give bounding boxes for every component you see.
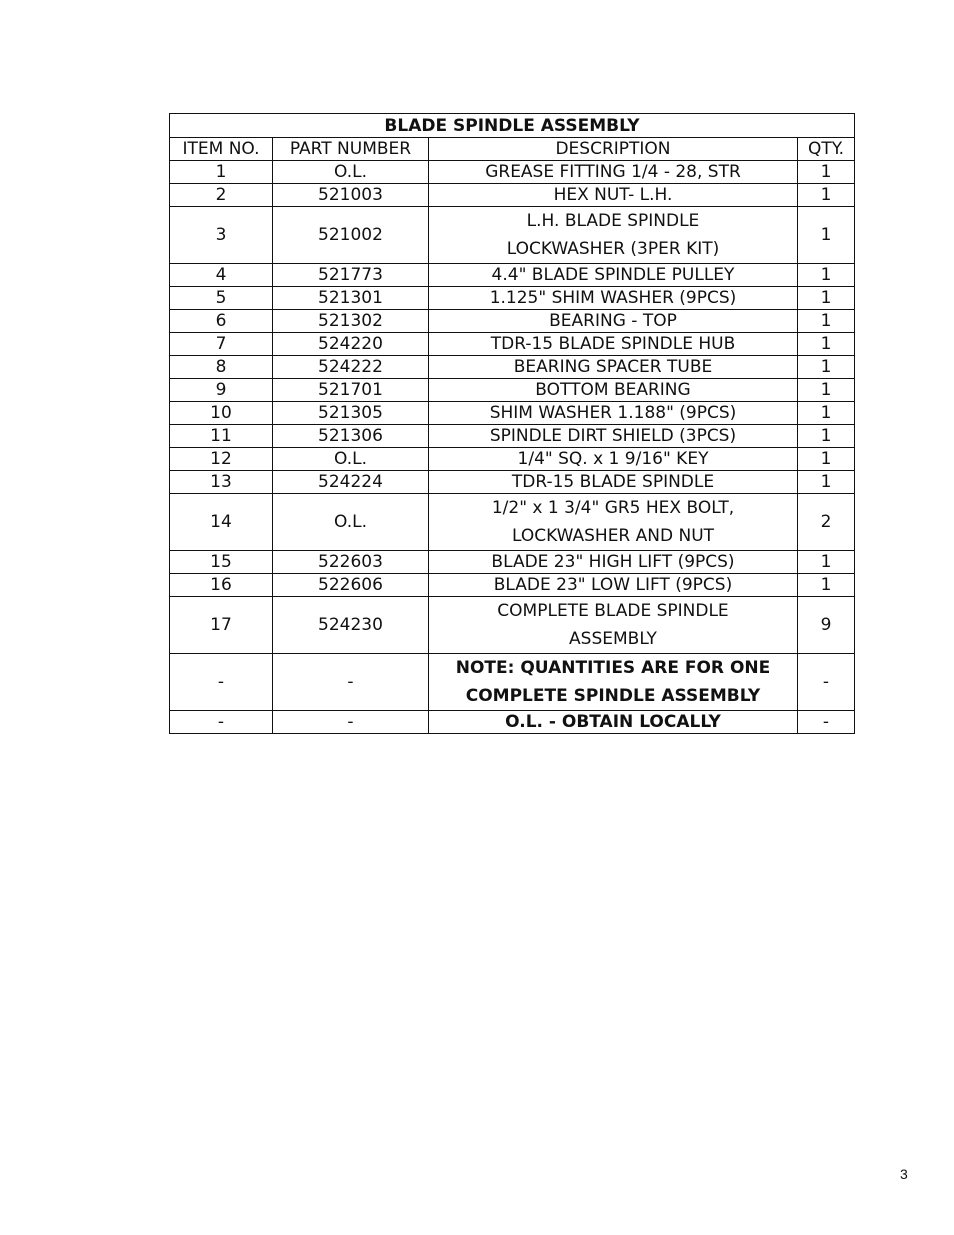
item-number-cell: 2 xyxy=(170,184,273,207)
description-line: LOCKWASHER AND NUT xyxy=(511,526,715,546)
qty-cell: 1 xyxy=(798,207,855,264)
item-number-cell: - xyxy=(170,654,273,711)
description-line: NOTE: QUANTITIES ARE FOR ONE xyxy=(455,658,771,678)
description-cell xyxy=(429,287,798,310)
description-line: BEARING - TOP xyxy=(549,311,677,331)
part-number-cell: 521002 xyxy=(273,207,429,264)
item-number-cell: 7 xyxy=(170,333,273,356)
part-number-cell: 524224 xyxy=(273,471,429,494)
description-cell xyxy=(429,207,798,264)
description-cell xyxy=(429,654,798,711)
qty-cell: 1 xyxy=(798,333,855,356)
part-number-cell: 524230 xyxy=(273,597,429,654)
table-row xyxy=(170,207,855,264)
description-cell xyxy=(429,333,798,356)
description-cell xyxy=(429,711,798,734)
item-number-cell: 6 xyxy=(170,310,273,333)
table-row xyxy=(170,574,855,597)
part-number-cell: 521302 xyxy=(273,310,429,333)
part-number-cell: O.L. xyxy=(273,448,429,471)
description-line: L.H. BLADE SPINDLE xyxy=(526,211,700,231)
description-line: COMPLETE BLADE SPINDLE xyxy=(497,601,729,621)
parts-table xyxy=(169,113,855,734)
part-number-cell: 524222 xyxy=(273,356,429,379)
table-row xyxy=(170,184,855,207)
description-line: TDR-15 BLADE SPINDLE xyxy=(511,472,715,492)
description-cell xyxy=(429,161,798,184)
qty-cell: 1 xyxy=(798,184,855,207)
description-cell xyxy=(429,356,798,379)
table-row xyxy=(170,310,855,333)
header-qty: QTY. xyxy=(798,138,855,161)
description-cell xyxy=(429,264,798,287)
description-cell xyxy=(429,574,798,597)
description-cell xyxy=(429,597,798,654)
description-line: ASSEMBLY xyxy=(569,629,657,649)
description-line: GREASE FITTING 1/4 - 28, STR xyxy=(485,162,741,182)
item-number-cell: 15 xyxy=(170,551,273,574)
qty-cell: 1 xyxy=(798,161,855,184)
item-number-cell: - xyxy=(170,711,273,734)
description-cell xyxy=(429,425,798,448)
qty-cell: 1 xyxy=(798,356,855,379)
part-number-cell: 521306 xyxy=(273,425,429,448)
description-line: LOCKWASHER (3PER KIT) xyxy=(506,239,720,259)
table-row xyxy=(170,654,855,711)
table-row xyxy=(170,287,855,310)
qty-cell: 1 xyxy=(798,287,855,310)
part-number-cell: O.L. xyxy=(273,494,429,551)
header-row xyxy=(170,138,855,161)
part-number-cell: O.L. xyxy=(273,161,429,184)
description-line: BOTTOM BEARING xyxy=(535,380,691,400)
part-number-cell: 521301 xyxy=(273,287,429,310)
item-number-cell: 14 xyxy=(170,494,273,551)
table-row xyxy=(170,264,855,287)
item-number-cell: 11 xyxy=(170,425,273,448)
part-number-cell: 521305 xyxy=(273,402,429,425)
item-number-cell: 10 xyxy=(170,402,273,425)
qty-cell: 1 xyxy=(798,448,855,471)
description-line: 4.4" BLADE SPINDLE PULLEY xyxy=(491,265,735,285)
table-row xyxy=(170,597,855,654)
item-number-cell: 4 xyxy=(170,264,273,287)
qty-cell: 9 xyxy=(798,597,855,654)
parts-body xyxy=(170,161,855,734)
item-number-cell: 1 xyxy=(170,161,273,184)
description-cell xyxy=(429,402,798,425)
qty-cell: 1 xyxy=(798,379,855,402)
item-number-cell: 17 xyxy=(170,597,273,654)
table-row xyxy=(170,448,855,471)
item-number-cell: 13 xyxy=(170,471,273,494)
table-row xyxy=(170,425,855,448)
table-row xyxy=(170,402,855,425)
table-row xyxy=(170,356,855,379)
item-number-cell: 5 xyxy=(170,287,273,310)
description-cell xyxy=(429,471,798,494)
description-cell xyxy=(429,448,798,471)
part-number-cell: 524220 xyxy=(273,333,429,356)
description-line: HEX NUT- L.H. xyxy=(553,185,673,205)
table-row xyxy=(170,379,855,402)
item-number-cell: 9 xyxy=(170,379,273,402)
qty-cell: 1 xyxy=(798,310,855,333)
qty-cell: 1 xyxy=(798,574,855,597)
description-line: SPINDLE DIRT SHIELD (3PCS) xyxy=(489,426,737,446)
description-line: BLADE 23" HIGH LIFT (9PCS) xyxy=(491,552,735,572)
description-line: 1/4" SQ. x 1 9/16" KEY xyxy=(517,449,709,469)
qty-cell: 2 xyxy=(798,494,855,551)
description-line: O.L. - OBTAIN LOCALLY xyxy=(505,712,721,732)
qty-cell: 1 xyxy=(798,264,855,287)
table-row xyxy=(170,551,855,574)
part-number-cell: 522603 xyxy=(273,551,429,574)
description-line: COMPLETE SPINDLE ASSEMBLY xyxy=(465,686,761,706)
description-cell xyxy=(429,494,798,551)
description-cell xyxy=(429,379,798,402)
description-line: BLADE 23" LOW LIFT (9PCS) xyxy=(493,575,733,595)
description-line: BEARING SPACER TUBE xyxy=(513,357,713,377)
description-line: TDR-15 BLADE SPINDLE HUB xyxy=(490,334,736,354)
qty-cell: - xyxy=(798,711,855,734)
qty-cell: 1 xyxy=(798,551,855,574)
table-row xyxy=(170,471,855,494)
table-row xyxy=(170,161,855,184)
table-row xyxy=(170,494,855,551)
item-number-cell: 16 xyxy=(170,574,273,597)
item-number-cell: 3 xyxy=(170,207,273,264)
description-line: 1/2" x 1 3/4" GR5 HEX BOLT, xyxy=(491,498,735,518)
part-number-cell: - xyxy=(273,711,429,734)
description-cell xyxy=(429,184,798,207)
qty-cell: 1 xyxy=(798,471,855,494)
item-number-cell: 8 xyxy=(170,356,273,379)
table-row xyxy=(170,333,855,356)
part-number-cell: 521701 xyxy=(273,379,429,402)
part-number-cell: 522606 xyxy=(273,574,429,597)
table-row xyxy=(170,711,855,734)
header-item-no: ITEM NO. xyxy=(170,138,273,161)
header-description: DESCRIPTION xyxy=(429,138,798,161)
part-number-cell: 521003 xyxy=(273,184,429,207)
page-number: 3 xyxy=(900,1166,908,1182)
part-number-cell: 521773 xyxy=(273,264,429,287)
header-part-number: PART NUMBER xyxy=(273,138,429,161)
item-number-cell: 12 xyxy=(170,448,273,471)
part-number-cell: - xyxy=(273,654,429,711)
qty-cell: 1 xyxy=(798,402,855,425)
table-title: BLADE SPINDLE ASSEMBLY xyxy=(170,114,855,138)
description-line: 1.125" SHIM WASHER (9PCS) xyxy=(489,288,737,308)
description-line: SHIM WASHER 1.188" (9PCS) xyxy=(489,403,737,423)
description-cell xyxy=(429,551,798,574)
qty-cell: - xyxy=(798,654,855,711)
qty-cell: 1 xyxy=(798,425,855,448)
description-cell xyxy=(429,310,798,333)
